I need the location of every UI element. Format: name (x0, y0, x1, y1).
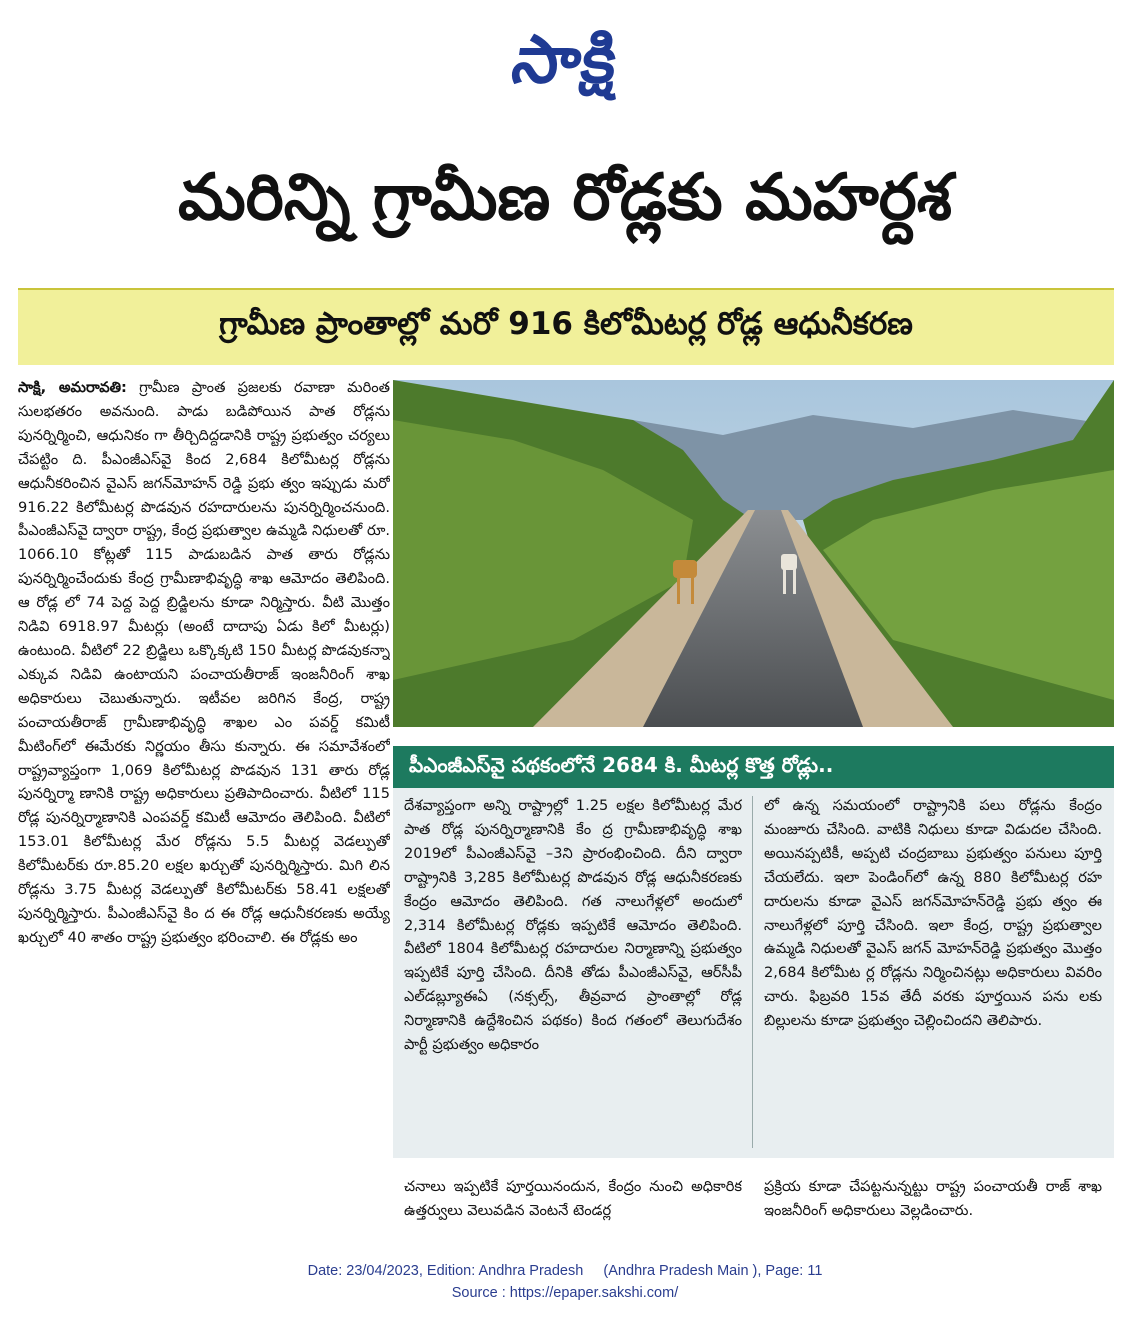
box-column-2-text: లో ఉన్న సమయంలో రాష్ట్రానికి పలు రోడ్లను కేంద్రం మంజూరు చేసింది. వాటికి నిధులు కూడా విడుదల చేసింది. అయినప్పటికీ, అప్పటి చంద్రబాబు ప్రభుత్వం పనులు పూర్తి చేయలేదు. ఇలా పెండింగ్‌లో ఉన్న 880 కిలోమీటర్ల రహ దారులను కూడా వైఎస్ జగన్‌మోహన్‌రెడ్డి ప్రభు త్వం ఈ నాలుగేళ్లలో పూర్తి చేసింది. ఇలా కేంద్ర, రాష్ట్ర ప్రభుత్వాల ఉమ్మడి నిధులతో వైఎస్ జగన్ మోహన్‌రెడ్డి ప్రభుత్వం మొత్తం 2,684 కిలోమీట ర్ల రోడ్లను నిర్మించినట్లు అధికారులు వివరిం చారు. ఫిబ్రవరి 15వ తేదీ వరకు పూర్తయిన పను లకు బిల్లులను కూడా ప్రభుత్వం చెల్లించిందని తెలిపారు. (764, 797, 1102, 1030)
article-body: గ్రామీణ ప్రాంత ప్రజలకు రవాణా మరింత సులభతరం అవనుంది. పాడు బడిపోయిన పాత రోడ్లను పునర్నిర్మించి, ఆధునికం గా తీర్చిదిద్దడానికి రాష్ట్ర ప్రభుత్వం చర్యలు చేపట్టిం ది. పీఎంజీఎస్‌వై కింద 2,684 కిలోమీటర్ల రోడ్లను ఆధునీకరించిన వైఎస్ జగన్‌మోహన్ రెడ్డి ప్రభు త్వం ఇప్పుడు మరో 916.22 కిలోమీటర్ల పొడవున రహదారులను పునర్నిర్మించనుంది. పీఎంజీఎస్‌వై ద్వారా రాష్ట్ర, కేంద్ర ప్రభుత్వాల ఉమ్మడి నిధులతో రూ. 1066.10 కోట్లతో 115 పాడుబడిన పాత తారు రోడ్లను పునర్నిర్మించేందుకు కేంద్ర గ్రామీణాభివృద్ధి శాఖ ఆమోదం తెలిపింది. ఆ రోడ్ల లో 74 పెద్ద పెద్ద బ్రిడ్జిలను కూడా నిర్మిస్తారు. వీటి మొత్తం నిడివి 6918.97 మీటర్లు (అంటే దాదాపు ఏడు కిలో మీటర్లు) ఉంటుంది. వీటిలో 22 బ్రిడ్జిలు ఒక్కొక్కటి 150 మీటర్ల పొడవుకన్నా ఎక్కువ నిడివి ఉంటాయని పంచాయతీరాజ్ ఇంజనీరింగ్ శాఖ అధికారులు చెబుతున్నారు. ఇటీవల జరిగిన కేంద్ర, రాష్ట్ర పంచాయతీరాజ్ గ్రామీణాభివృద్ధి శాఖల ఎం పవర్డ్ కమిటీ మీటింగ్‌లో ఈమేరకు నిర్ణయం తీసు కున్నారు. ఈ సమావేశంలో రాష్ట్రవ్యాప్తంగా 1,069 కిలోమీటర్ల పొడవున 131 తారు రోడ్ల పునర్నిర్మా ణానికి రాష్ట్ర అధికారులు ప్రతిపాదించారు. వీటిలో 115 రోడ్ల పునర్నిర్మాణానికి ఎంపవర్డ్ కమిటీ ఆమోదం తెలిపింది. వీటిలో 153.01 కిలోమీటర్ల మేర రోడ్లను 5.5 మీటర్ల వెడల్పుతో కిలోమీటర్‌కు రూ.85.20 లక్షల ఖర్చుతో పునర్నిర్మిస్తారు. మిగి లిన రోడ్లను 3.75 మీటర్ల వెడల్పుతో కిలోమీటర్‌కు 58.41 లక్షలతో పునర్నిర్మిస్తారు. పీఎంజీఎస్‌వై కిం ద ఈ రోడ్ల ఆధునీకరణకు అయ్యే ఖర్చులో 40 శాతం రాష్ట్ర ప్రభుత్వం భరించాలి. ఈ రోడ్లకు అం (18, 379, 390, 946)
sakshi-logo: సాక్షి (507, 21, 623, 98)
road-photo (393, 380, 1114, 727)
column-divider (752, 796, 753, 1148)
article-column-2-bottom (404, 1175, 742, 1227)
headline: మరిన్ని గ్రామీణ రోడ్లకు మహర్దశ (178, 161, 952, 235)
footer-date-edition: Date: 23/04/2023, Edition: Andhra Pradesh (Andhra Pradesh Main ), Page: 11 (307, 1263, 823, 1279)
article-column-2-text: చనాలు ఇప్పటికే పూర్తయినందున, కేంద్రం నుంచి అధికారిక ఉత్తర్వులు వెలువడిన వెంటనే టెండర్ల (404, 1178, 742, 1219)
masthead (0, 22, 1130, 98)
article-column-3-bottom (764, 1175, 1102, 1227)
box-title: పీఎంజీఎస్‌వై పథకంలోనే 2684 కి. మీటర్ల కొత్త రోడ్లు.. (409, 752, 834, 777)
subheadline-banner (18, 288, 1114, 365)
box-column-1-text: దేశవ్యాప్తంగా అన్ని రాష్ట్రాల్లో 1.25 లక్షల కిలోమీటర్ల మేర పాత రోడ్ల పునర్నిర్మాణానికి కేం ద్ర గ్రామీణాభివృద్ధి శాఖ 2019లో పీఎంజీఎస్‌వై –3ని ప్రారంభించింది. దీని ద్వారా రాష్ట్రానికి 3,285 కిలోమీటర్ల పొడవున రోడ్ల ఆధునీకరణకు కేంద్రం ఆమోదం తెలిపింది. గత నాలుగేళ్లలో అందులో 2,314 కిలోమీటర్ల రోడ్లకు ఇప్పటికే ఆమోదం తెలిపింది. వీటిలో 1804 కిలోమీటర్ల రహదారుల నిర్మాణాన్ని ప్రభుత్వం ఇప్పటికే పూర్తి చేసింది. దీనికి తోడు పీఎంజీఎస్‌వై, ఆర్‌సీపీ ఎల్‌డబ్ల్యూఈఏ (నక్సల్స్, తీవ్రవాద ప్రాంతాల్లో రోడ్ల నిర్మాణానికి ఉద్దేశించిన పథకం) కింద గతంలో తెలుగుదేశం పార్టీ ప్రభుత్వం అధికారం (404, 797, 742, 1054)
subheadline: గ్రామీణ ప్రాంతాల్లో మరో 916 కిలోమీటర్ల రోడ్ల ఆధునీకరణ (219, 306, 913, 342)
box-title-bar (393, 746, 1114, 788)
footer-source: Source : https://epaper.sakshi.com/ (451, 1285, 679, 1301)
box-column-1 (404, 794, 742, 1149)
dateline: సాక్షి, అమరావతి: (18, 379, 127, 396)
box-column-2 (764, 794, 1102, 1149)
footer (0, 1260, 1130, 1304)
article-column-3-text: ప్రక్రియ కూడా చేపట్టనున్నట్టు రాష్ట్ర పంచాయతీ రాజ్ శాఖ ఇంజనీరింగ్ అధికారులు వెల్లడించారు. (764, 1178, 1102, 1219)
article-column-1 (18, 376, 390, 1228)
